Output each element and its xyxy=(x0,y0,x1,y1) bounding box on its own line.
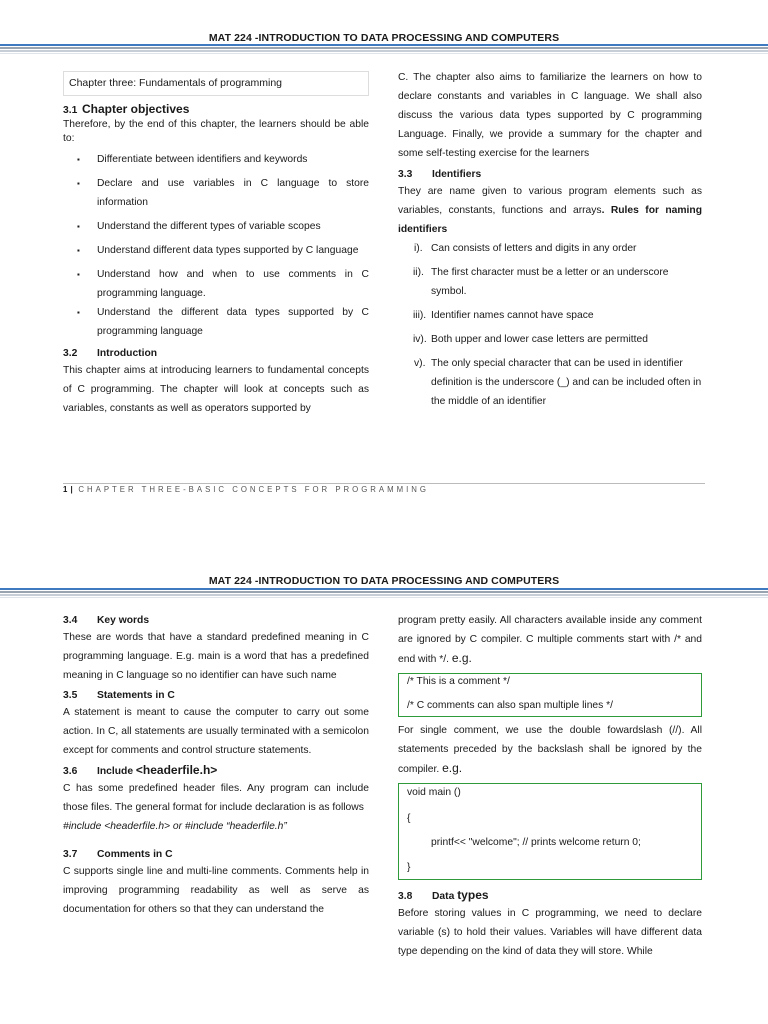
code-line: printf<< "welcome"; // prints welcome return 0; xyxy=(431,837,641,848)
page-gap xyxy=(0,512,768,560)
running-header: MAT 224 -INTRODUCTION TO DATA PROCESSING AND COMPUTERS xyxy=(208,575,560,587)
heading-3-4: 3.4 Key words xyxy=(63,615,150,626)
datatypes-paragraph: Before storing values in C programming, we need to declare variable (s) to hold their values. Variables will have different data type depending on the kind of data they will store. While xyxy=(398,908,702,957)
objectives-list xyxy=(63,150,369,341)
code-line: } xyxy=(407,862,411,873)
identifier-rules xyxy=(398,239,702,411)
heading-3-7: 3.7 Comments in C xyxy=(63,849,173,860)
comment-example-box xyxy=(398,673,702,717)
list-item: ▪ Declare and use variables in C language to store information xyxy=(63,174,369,212)
intro-paragraph: This chapter aims at introducing learners to fundamental concepts of C programming. The chapter will look at concepts such as variables, constants as well as operators supported by xyxy=(63,365,369,414)
list-item: v). The only special character that can be used in identifier definition is the underscore (_) and can be included often in the middle of an identifier xyxy=(414,358,702,407)
heading-3-3: 3.3 Identifiers xyxy=(398,169,482,180)
list-item: iii). Identifier names cannot have space xyxy=(413,310,594,321)
list-item: ▪ Understand the different types of variable scopes xyxy=(63,217,369,236)
code-line: void main () xyxy=(407,787,461,798)
page-2 xyxy=(0,560,768,1024)
right-column xyxy=(398,68,702,416)
left-column xyxy=(63,71,369,418)
list-item: ▪ Understand the different data types supported by C programming language xyxy=(63,303,369,341)
heading-3-1: 3.1 Chapter objectives xyxy=(63,102,190,116)
identifiers-paragraph: They are name given to various program elements such as variables, constants, functions and arrays. Rules for naming identifiers xyxy=(398,186,702,235)
keywords-paragraph: These are words that have a standard predefined meaning in C programming language. E.g. main is a word that has a predefined meaning in C language so no identifier can have such name xyxy=(63,632,369,681)
statements-paragraph: A statement is meant to cause the computer to carry out some action. In C, all statements are usually terminated with a semicolon except for comments and control structure statements. xyxy=(63,707,369,756)
page-footer: 1 | CHAPTER THREE-BASIC CONCEPTS FOR PROGRAMMING xyxy=(63,485,429,494)
code-line: /* This is a comment */ xyxy=(407,676,510,687)
running-header: MAT 224 -INTRODUCTION TO DATA PROCESSING AND COMPUTERS xyxy=(208,32,560,44)
footer-rule xyxy=(63,483,705,484)
list-item: ▪ Understand different data types supported by C language xyxy=(63,241,369,260)
heading-3-2: 3.2 Introduction xyxy=(63,348,158,359)
right-column xyxy=(398,611,702,961)
code-line: /* C comments can also span multiple lines */ xyxy=(407,700,614,711)
single-comment-paragraph: For single comment, we use the double fowardslash (//). All statements preceded by the backslash shall be ignored by the compiler. e.g. xyxy=(398,725,702,775)
objectives-intro: Therefore, by the end of this chapter, the learners should be able to: xyxy=(63,119,369,144)
list-item: i). Can consists of letters and digits in any order xyxy=(414,243,637,254)
code-example-box xyxy=(398,783,702,880)
code-line: { xyxy=(407,813,411,824)
left-column xyxy=(63,614,369,919)
header-stripes xyxy=(0,44,768,58)
include-paragraph: C has some predefined header files. Any program can include those files. The general format for include declaration is as follows xyxy=(63,783,369,813)
list-item: iv). Both upper and lower case letters are permitted xyxy=(413,334,648,345)
include-syntax: #include <headerfile.h> or #include “headerfile.h” xyxy=(63,821,287,832)
list-item: ▪ Understand how and when to use comments in C programming language. xyxy=(63,265,369,303)
chapter-box: Chapter three: Fundamentals of programming xyxy=(63,71,369,96)
heading-3-6: 3.6 Include <headerfile.h> xyxy=(63,763,218,777)
intro-continued: C. The chapter also aims to familiarize the learners on how to declare constants and variables in C language. We shall also discuss the various data types supported by C programming Language. Finally, we provide a summary for the chapter and some self-testing exercise for the learners xyxy=(398,72,702,159)
comments-paragraph: C supports single line and multi-line comments. Comments help in improving programming readability as well as serve as documentation for others so that they can understand the xyxy=(63,866,369,915)
heading-3-8: 3.8 Data types xyxy=(398,888,489,902)
list-item: ▪ Differentiate between identifiers and keywords xyxy=(63,150,369,169)
header-stripes xyxy=(0,588,768,602)
comments-continued: program pretty easily. All characters available inside any comment are ignored by C compiler. C multiple comments start with /* and end with */. e.g. xyxy=(398,615,702,665)
heading-3-5: 3.5 Statements in C xyxy=(63,690,175,701)
list-item: ii). The first character must be a letter or an underscore symbol. xyxy=(413,267,669,297)
